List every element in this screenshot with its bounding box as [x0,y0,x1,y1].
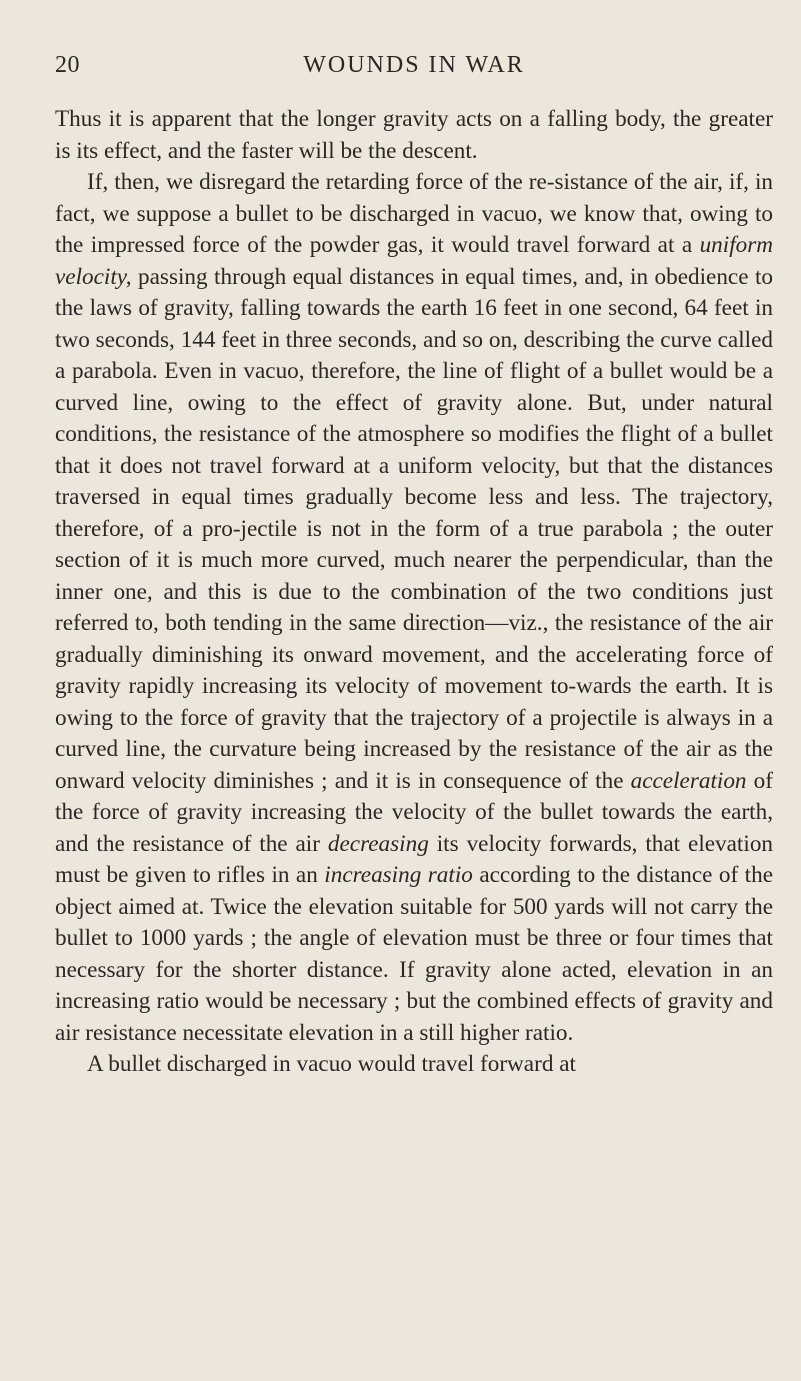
paragraph-3: A bullet discharged in vacuo would travel forward at [87,1051,576,1077]
paragraph-2-text-1: If, then, we disregard the retarding force of the re-sistance of the air, if, in fact, we suppose a bullet to be discharged in vacuo, we know that, owing to the impressed force of the powder gas, it would travel forward at a [55,169,773,258]
page-number: 20 [55,52,80,78]
emphasis-decreasing: decreasing [327,830,429,857]
running-head: WOUNDS IN WAR [303,52,525,78]
page-header [55,52,773,96]
paragraph-2 [55,167,773,1049]
emphasis-uniform-velocity: uniform velocity, [55,232,773,290]
paragraph-2-text-4: its velocity forwards, that elevation must be given to rifles in an [55,830,774,888]
paragraph-2-text-3: of the force of gravity increasing the velocity of the bullet towards the earth, and the resistance of the air [55,767,773,857]
paragraph-2-text-5: according to the distance of the object aimed at. Twice the elevation suitable for 500 yards will not carry the bullet to 1000 yards ; the angle of elevation must be three or four times that necessary for the shorter distance. If gravity alone acted, elevation in an increasing ratio would be necessary ; but the combined effects of gravity and air resistance necessitate elevation in a still higher ratio. [55,862,773,1046]
emphasis-increasing-ratio: increasing ratio [324,862,473,888]
paragraph-1: Thus it is apparent that the longer gravity acts on a falling body, the greater is its effect, and the faster will be the descent. [55,106,773,164]
paragraph-2-text-2: passing through equal distances in equal times, and, in obedience to the laws of gravity, falling towards the earth 16 feet in one second, 64 feet in two seconds, 144 feet in three seconds, and so on, describing the curve called a parabola. Even in vacuo, therefore, the line of flight of a bullet would be a curved line, owing to the effect of gravity alone. But, under natural conditions, the resistance of the atmosphere so modifies the flight of a bullet that it does not travel forward at a uniform velocity, but that the distances traversed in equal times gradually become less and less. The trajectory, therefore, of a pro-jectile is not in the form of a true parabola ; the outer section of it is much more curved, much nearer the perpendicular, than the inner one, and this is due to the combination of the two conditions just referred to, both tending in the same direction—viz., the resistance of the air gradually diminishing its onward movement, and the accelerating force of gravity rapidly increasing its velocity of movement to-wards the earth. It is owing to the force of gravity that the trajectory of a projectile is always in a curved line, the curvature being increased by the resistance of the air as the onward velocity diminishes ; and it is in consequence of the [55,263,773,794]
book-page [0,52,801,1381]
body-text [55,104,773,1081]
emphasis-acceleration: acceleration [630,767,747,794]
